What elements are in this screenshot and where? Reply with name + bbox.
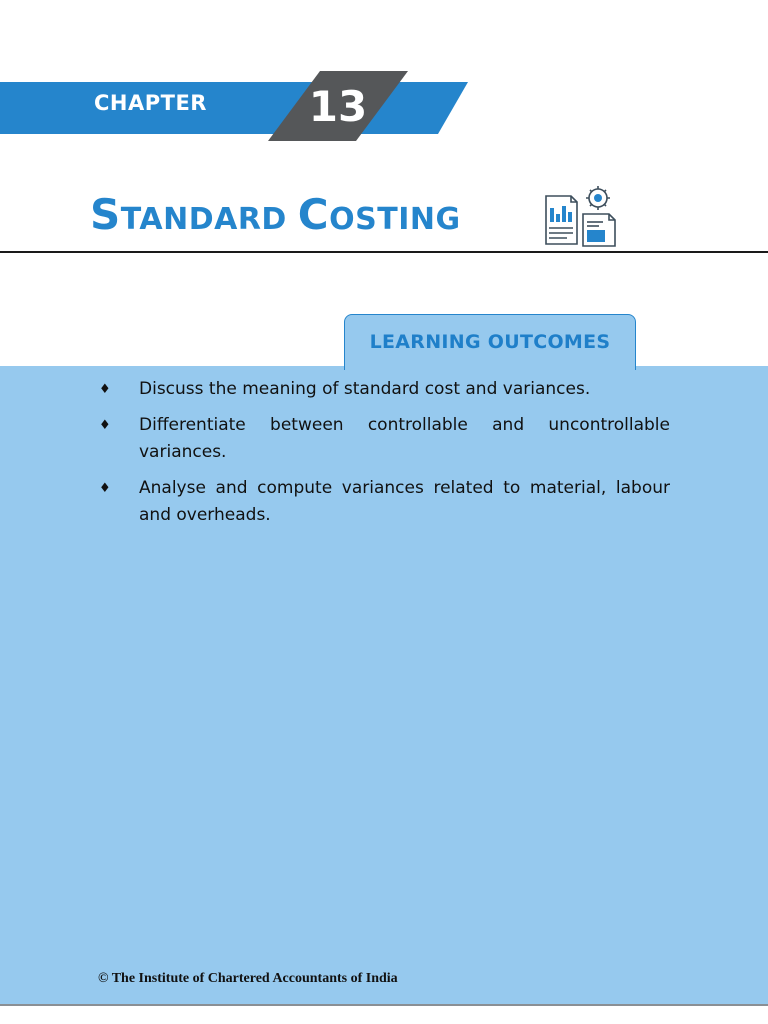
title-rest-1: TANDARD <box>120 202 287 237</box>
title-initial-1: S <box>90 190 121 239</box>
footer-rule <box>0 1004 768 1006</box>
learning-outcomes-list <box>96 376 670 538</box>
outcome-text: Differentiate between controllable and uncontrollable variances. <box>139 415 670 462</box>
chapter-label: CHAPTER <box>94 91 207 115</box>
list-item <box>96 376 670 403</box>
learning-outcomes-heading: LEARNING OUTCOMES <box>369 331 611 353</box>
title-rest-2: OSTING <box>329 202 461 237</box>
title-initial-2: C <box>297 190 330 239</box>
page-title <box>90 190 461 239</box>
list-item <box>96 475 670 529</box>
diamond-bullet-icon: ♦ <box>99 418 111 433</box>
footer-copyright: © The Institute of Chartered Accountants of India <box>98 971 398 986</box>
outcome-text: Discuss the meaning of standard cost and variances. <box>139 379 591 399</box>
outcome-text: Analyse and compute variances related to material, labour and overheads. <box>139 478 670 525</box>
diamond-bullet-icon: ♦ <box>99 481 111 496</box>
diamond-bullet-icon: ♦ <box>99 382 111 397</box>
cost-report-icon <box>543 184 619 248</box>
header-rule <box>0 251 768 253</box>
list-item <box>96 412 670 466</box>
chapter-number: 13 <box>308 81 368 131</box>
